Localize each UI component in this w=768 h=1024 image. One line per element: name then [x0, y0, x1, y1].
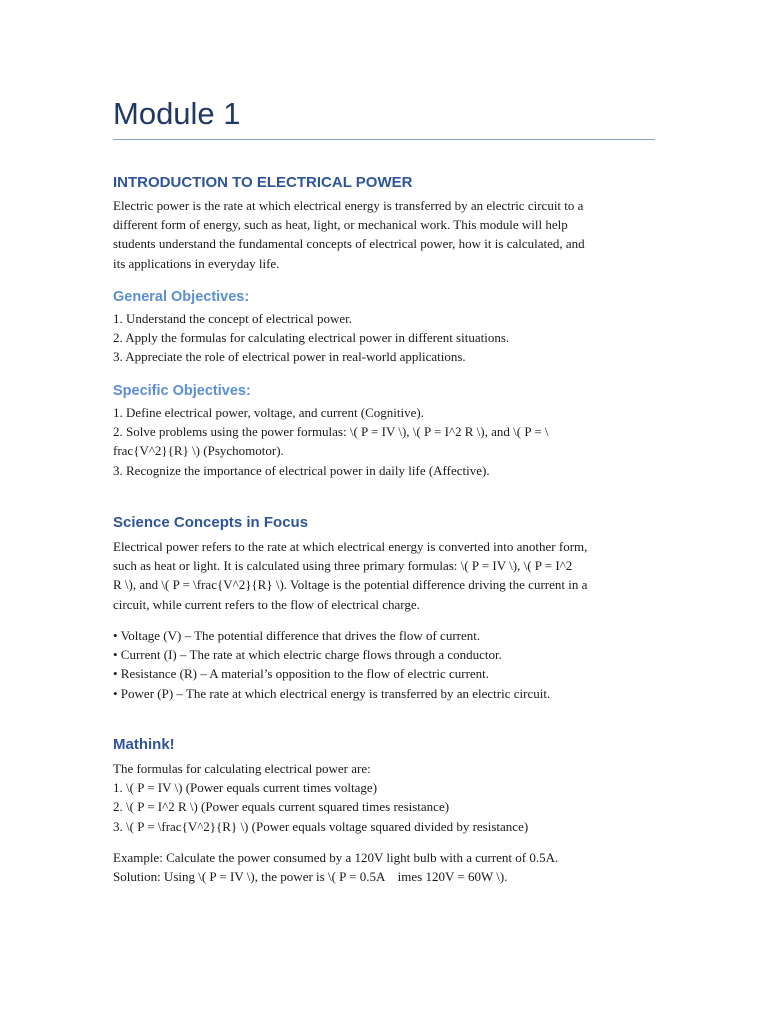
mathink-example: [113, 848, 658, 886]
specific-objectives-list: [113, 403, 658, 480]
intro-line: different form of energy, such as heat, light, or mechanical work. This module will help: [113, 217, 568, 233]
specific-objectives-heading: Specific Objectives:: [113, 383, 251, 399]
science-concepts-bullets: [113, 626, 658, 703]
list-item: 3. Recognize the importance of electrical power in daily life (Affective).: [113, 462, 490, 478]
mathink-heading: Mathink!: [113, 736, 175, 753]
bullet-item: • Current (I) – The rate at which electric charge flows through a conductor.: [113, 647, 502, 663]
paragraph-line: R \), and \( P = \frac{V^2}{R} \). Voltage is the potential difference driving the current in a: [113, 577, 588, 593]
bullet-item: • Resistance (R) – A material’s opposition to the flow of electric current.: [113, 666, 490, 682]
paragraph-line: The formulas for calculating electrical power are:: [113, 761, 371, 776]
intro-line: its applications in everyday life.: [113, 255, 280, 271]
list-item: frac{V^2}{R} \) (Psychomotor).: [113, 443, 284, 459]
general-objectives-list: [113, 309, 658, 367]
intro-line: Electric power is the rate at which electrical energy is transferred by an electric circuit to a: [113, 198, 584, 213]
paragraph-line: such as heat or light. It is calculated using three primary formulas: \( P = IV \), \( P = I^2: [113, 558, 573, 574]
list-item: 3. \( P = \frac{V^2}{R} \) (Power equals voltage squared divided by resistance): [113, 818, 529, 834]
solution-line: Solution: Using \( P = IV \), the power is \( P = 0.5A imes 120V = 60W \).: [113, 869, 508, 885]
science-concepts-paragraph: [113, 537, 658, 614]
list-item: 2. Apply the formulas for calculating electrical power in different situations.: [113, 330, 510, 346]
list-item: 1. Understand the concept of electrical power.: [113, 311, 352, 326]
list-item: 3. Appreciate the role of electrical power in real-world applications.: [113, 349, 466, 365]
list-item: 2. \( P = I^2 R \) (Power equals current squared times resistance): [113, 799, 450, 815]
general-objectives-heading: General Objectives:: [113, 289, 250, 305]
example-line: Example: Calculate the power consumed by a 120V light bulb with a current of 0.5A.: [113, 850, 559, 865]
paragraph-line: circuit, while current refers to the flow of electrical charge.: [113, 596, 420, 612]
mathink-formulas: [113, 759, 658, 836]
intro-paragraph: [113, 196, 658, 273]
science-concepts-heading: Science Concepts in Focus: [113, 514, 309, 531]
intro-heading: INTRODUCTION TO ELECTRICAL POWER: [113, 174, 413, 191]
intro-line: students understand the fundamental concepts of electrical power, how it is calculated, and: [113, 236, 585, 252]
bullet-item: • Voltage (V) – The potential difference that drives the flow of current.: [113, 628, 481, 643]
module-title: Module 1: [113, 96, 241, 131]
list-item: 2. Solve problems using the power formulas: \( P = IV \), \( P = I^2 R \), and \( P = \: [113, 424, 549, 440]
paragraph-line: Electrical power refers to the rate at which electrical energy is converted into another form,: [113, 539, 588, 554]
list-item: 1. \( P = IV \) (Power equals current times voltage): [113, 780, 378, 796]
bullet-item: • Power (P) – The rate at which electrical energy is transferred by an electric circuit.: [113, 685, 551, 701]
list-item: 1. Define electrical power, voltage, and current (Cognitive).: [113, 405, 424, 420]
title-divider: [113, 139, 655, 140]
